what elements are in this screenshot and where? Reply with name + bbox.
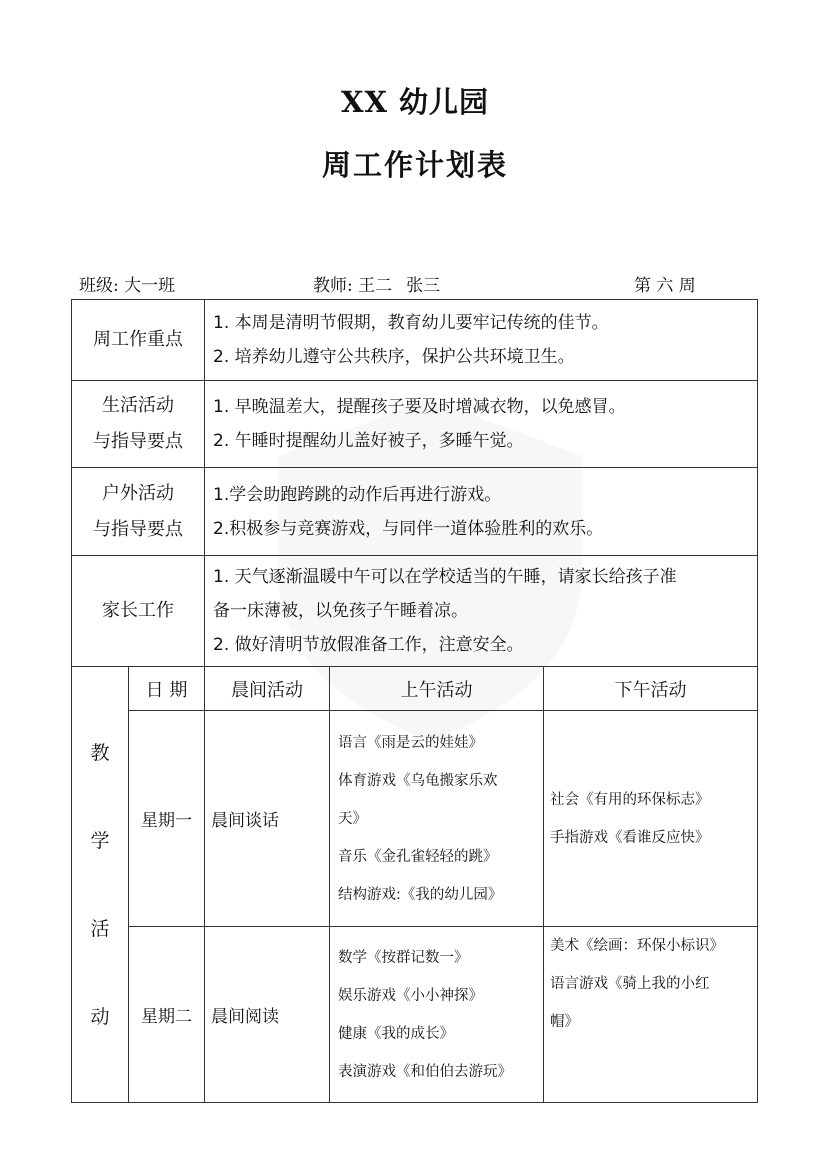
section-line: 2. 午睡时提醒幼儿盖好被子，多睡午觉。 xyxy=(213,431,524,451)
section-line: 备一床薄被，以免孩子午睡着凉。 xyxy=(213,601,468,621)
day-cell: 星期二 xyxy=(129,927,205,1103)
activity-line: 手指游戏《看谁反应快》 xyxy=(550,829,710,846)
teacher-label: 教师: 王二 xyxy=(313,276,393,296)
am-activities xyxy=(330,927,544,1103)
label-char: 教 xyxy=(90,741,110,764)
activity-line: 表演游戏《和伯伯去游玩》 xyxy=(338,1063,512,1080)
section-row xyxy=(72,468,758,556)
class-info: 班级: 大一班 xyxy=(79,276,176,296)
section-heading-line: 户外活动 xyxy=(102,482,174,504)
column-header-date: 日 期 xyxy=(129,667,205,711)
section-line: 1. 天气逐渐温暖中午可以在学校适当的午睡，请家长给孩子准 xyxy=(213,567,677,587)
section-content xyxy=(205,300,758,381)
activity-line: 语言《雨是云的娃娃》 xyxy=(338,734,483,751)
section-line: 1. 早晚温差大，提醒孩子要及时增减衣物，以免感冒。 xyxy=(213,397,626,417)
section-heading-line: 生活活动 xyxy=(102,395,174,416)
page-title: 周工作计划表 xyxy=(321,148,508,182)
teacher-2: 张三 xyxy=(406,276,441,296)
am-activities xyxy=(330,711,544,927)
day-cell: 星期一 xyxy=(129,711,205,927)
activity-line: 帽》 xyxy=(550,1014,579,1030)
section-line: 2. 做好清明节放假准备工作，注意安全。 xyxy=(213,635,524,655)
section-row xyxy=(72,556,758,667)
morning-activity: 晨间谈话 xyxy=(205,711,330,927)
label-char: 学 xyxy=(90,829,110,852)
table-row xyxy=(72,711,758,927)
section-row xyxy=(72,381,758,468)
section-heading: 周工作重点 xyxy=(72,300,205,381)
section-content xyxy=(205,381,758,468)
activity-line: 语言游戏《骑上我的小红 xyxy=(550,976,710,992)
plan-table xyxy=(71,299,758,1103)
section-heading xyxy=(72,468,205,556)
column-header-morning: 晨间活动 xyxy=(205,667,330,711)
section-heading-line: 与指导要点 xyxy=(93,431,183,452)
pm-activities xyxy=(544,711,758,927)
teaching-header-row xyxy=(72,667,758,711)
label-char: 动 xyxy=(90,1005,110,1028)
morning-activity: 晨间阅读 xyxy=(205,927,330,1103)
activity-line: 社会《有用的环保标志》 xyxy=(550,791,710,808)
section-content xyxy=(205,468,758,556)
pm-activities xyxy=(544,927,758,1103)
section-line: 2.积极参与竞赛游戏，与同伴一道体验胜利的欢乐。 xyxy=(213,518,604,539)
activity-line: 体育游戏《乌龟搬家乐欢 xyxy=(338,772,498,789)
section-heading xyxy=(72,381,205,468)
activity-line: 数学《按群记数一》 xyxy=(338,949,469,966)
section-row xyxy=(72,300,758,381)
section-heading-line: 与指导要点 xyxy=(93,518,183,540)
teaching-activity-label xyxy=(72,667,129,1103)
activity-line: 天》 xyxy=(338,810,367,827)
activity-line: 美术《绘画：环保小标识》 xyxy=(550,938,724,954)
section-line: 2. 培养幼儿遵守公共秩序，保护公共环境卫生。 xyxy=(213,347,575,367)
section-content xyxy=(205,556,758,667)
section-line: 1.学会助跑跨跳的动作后再进行游戏。 xyxy=(213,484,502,505)
week-info: 第 六 周 xyxy=(634,276,696,296)
section-heading: 家长工作 xyxy=(72,556,205,667)
table-row xyxy=(72,927,758,1103)
column-header-am: 上午活动 xyxy=(330,667,544,711)
activity-line: 娱乐游戏《小小神探》 xyxy=(338,987,483,1004)
column-header-pm: 下午活动 xyxy=(544,667,758,711)
teacher-info xyxy=(313,271,440,296)
section-line: 1. 本周是清明节假期，教育幼儿要牢记传统的佳节。 xyxy=(213,313,609,333)
label-char: 活 xyxy=(90,917,110,940)
activity-line: 结构游戏:《我的幼儿园》 xyxy=(338,886,503,903)
activity-line: 健康《我的成长》 xyxy=(338,1025,454,1042)
school-name: XX 幼儿园 xyxy=(340,85,490,119)
activity-line: 音乐《金孔雀轻轻的跳》 xyxy=(338,848,498,865)
